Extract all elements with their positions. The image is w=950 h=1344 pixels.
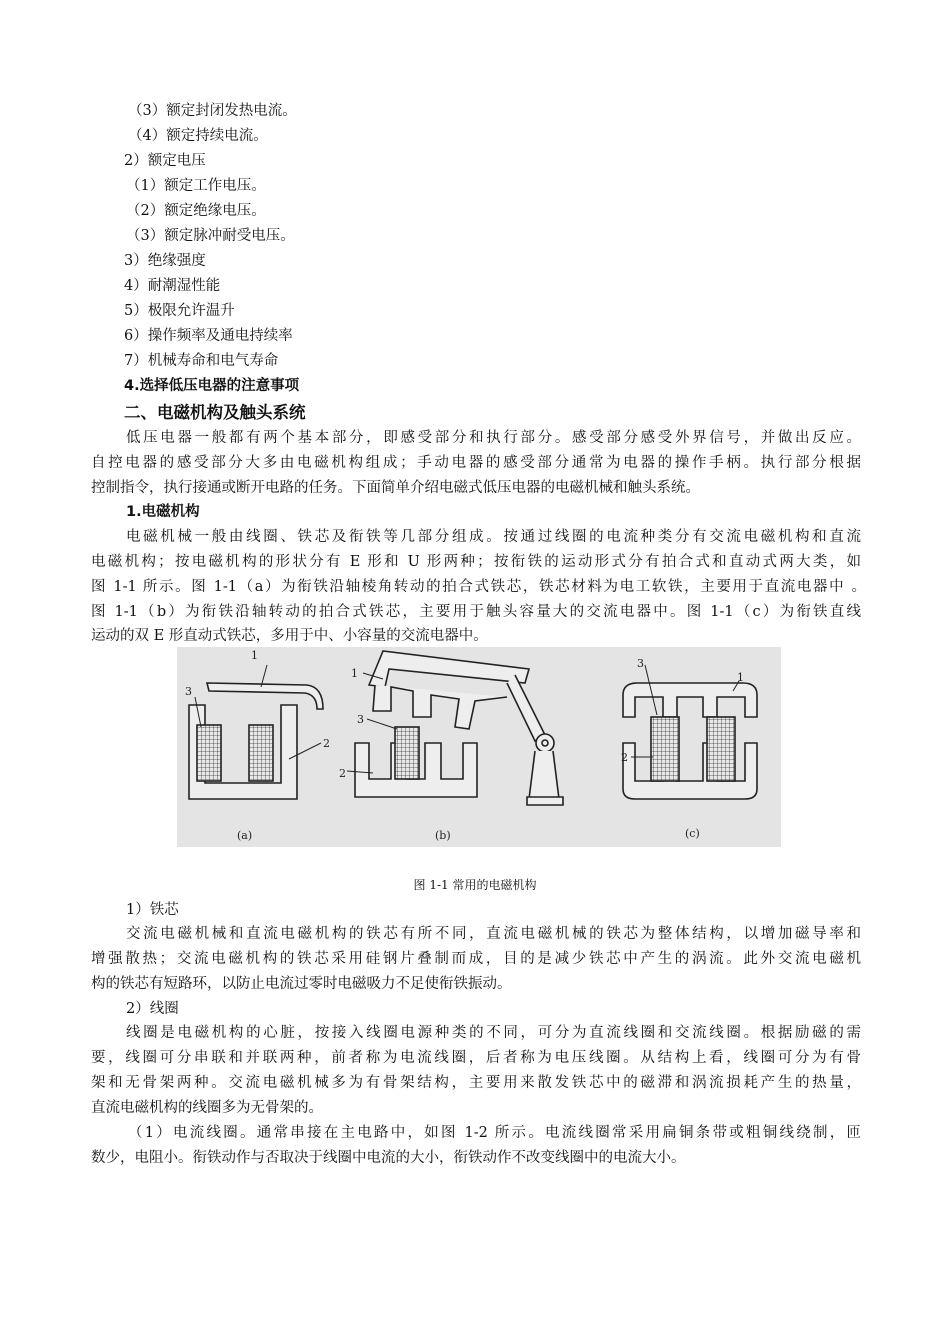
- armature-c: [623, 683, 757, 717]
- stand-b: [529, 751, 559, 799]
- paragraph-line: 运动的双 E 形直动式铁芯，多用于中、小容量的交流电器中。: [91, 628, 488, 644]
- paragraph-line: 低压电器一般都有两个基本部分，即感受部分和执行部分。感受部分感受外界信号，并做出反应。: [126, 430, 861, 446]
- list-item: 6）操作频率及通电持续率: [124, 328, 293, 344]
- paragraph-line: 图 1-1 所示。图 1-1（a）为衔铁沿轴棱角转动的拍合式铁芯，铁芯材料为电工软铁，主要用于直流电器中 。: [91, 579, 866, 595]
- sub-label-a: (a): [237, 829, 253, 842]
- coil-heading: 2）线圈: [126, 1001, 179, 1017]
- paragraph-line: 自控电器的感受部分大多由电磁机构组成；手动电器的感受部分通常为电器的操作手柄。执行部分根据: [91, 455, 861, 471]
- list-item: 2）额定电压: [124, 153, 206, 169]
- figure-diagram: [177, 647, 781, 847]
- paragraph-line: 交流电磁机械和直流电磁机构的铁芯有所不同，直流电磁机械的铁芯为整体结构，以增加磁导率和: [126, 926, 861, 942]
- list-item: （3）额定封闭发热电流。: [128, 103, 297, 119]
- heading-selection: 4.选择低压电器的注意事项: [124, 378, 300, 394]
- list-item: 5）极限允许温升: [124, 303, 235, 319]
- armature-a: [207, 683, 323, 709]
- sub-label-c: (c): [685, 827, 700, 840]
- figure-caption: 图 1-1 常用的电磁机构: [413, 878, 537, 892]
- paragraph-line: 电磁机构；按电磁机构的形状分有 E 形和 U 形两种；按衔铁的运动形式分有拍合式和直动式两大类，如: [91, 554, 861, 570]
- paragraph-line: 直流电磁机构的线圈多为无骨架的。: [91, 1100, 323, 1116]
- label-a-1: 1: [251, 649, 258, 662]
- label-b-1: 1: [351, 667, 358, 680]
- label-b-3: 3: [357, 713, 364, 726]
- paragraph-line: 构的铁芯有短路环，以防止电流过零时电磁吸力不足使衔铁振动。: [91, 976, 512, 992]
- list-item: （2）额定绝缘电压。: [126, 203, 266, 219]
- paragraph-line: （1）电流线圈。通常串接在主电路中，如图 1-2 所示。电流线圈常采用扁铜条带或粗铜线绕制，匝: [128, 1125, 861, 1141]
- list-item: 4）耐潮湿性能: [124, 278, 221, 294]
- paragraph-line: 控制指令，执行接通或断开电路的任务。下面简单介绍电磁式低压电器的电磁机械和触头系统。: [91, 480, 700, 496]
- armature-b: [369, 651, 529, 687]
- list-item: （4）额定持续电流。: [128, 128, 268, 144]
- pivot-b: [536, 734, 554, 752]
- label-c-1: 1: [737, 671, 744, 684]
- section-title: 二、电磁机构及触头系统: [124, 403, 306, 422]
- paragraph-line: 数少，电阻小。衔铁动作与否取决于线圈中电流的大小，衔铁动作不改变线圈中的电流大小。: [91, 1150, 686, 1166]
- list-item: （3）额定脉冲耐受电压。: [126, 228, 295, 244]
- label-c-3: 3: [637, 657, 644, 670]
- coil-c-left: [651, 717, 679, 781]
- list-item: 7）机械寿命和电气寿命: [124, 353, 279, 369]
- coil-a-right: [249, 725, 273, 781]
- core-c: [623, 743, 757, 799]
- label-b-2: 2: [339, 767, 346, 780]
- paragraph-line: 电磁机械一般由线圈、铁芯及衔铁等几部分组成。按通过线圈的电流种类分有交流电磁机构和直流: [126, 529, 861, 545]
- paragraph-line: 图 1-1（b）为衔铁沿轴转动的拍合式铁芯，主要用于触头容量大的交流电器中。图 1-1（c）为衔铁直线: [91, 604, 861, 620]
- paragraph-line: 线圈是电磁机构的心脏，按接入线圈电源种类的不同，可分为直流线圈和交流线圈。根据励磁的需: [126, 1025, 861, 1041]
- sub-label-b: (b): [435, 829, 451, 842]
- label-a-3: 3: [185, 685, 192, 698]
- sub-heading-electromagnetic: 1.电磁机构: [126, 504, 200, 520]
- paragraph-line: 要，线圈可分串联和并联两种，前者称为电流线圈，后者称为电压线圈。从结构上看，线圈可分为有骨: [91, 1050, 861, 1066]
- iron-core-heading: 1）铁芯: [126, 902, 179, 918]
- list-item: （1）额定工作电压。: [126, 178, 266, 194]
- coil-a-left: [197, 725, 221, 781]
- paragraph-line: 增强散热；交流电磁机构的铁芯采用硅钢片叠制而成，目的是减少铁芯中产生的涡流。此外交流电磁机: [91, 951, 861, 967]
- coil-c-right: [707, 717, 735, 781]
- coil-b-left: [395, 727, 419, 779]
- figure-electromagnetic-mechanisms: [177, 647, 781, 847]
- label-a-2: 2: [323, 737, 330, 750]
- lever-b: [507, 675, 545, 741]
- list-item: 3）绝缘强度: [124, 253, 206, 269]
- label-c-2: 2: [621, 751, 628, 764]
- paragraph-line: 架和无骨架两种。交流电磁机械多为有骨架结构，主要用来散发铁芯中的磁滞和涡流损耗产生的热量，: [91, 1075, 861, 1091]
